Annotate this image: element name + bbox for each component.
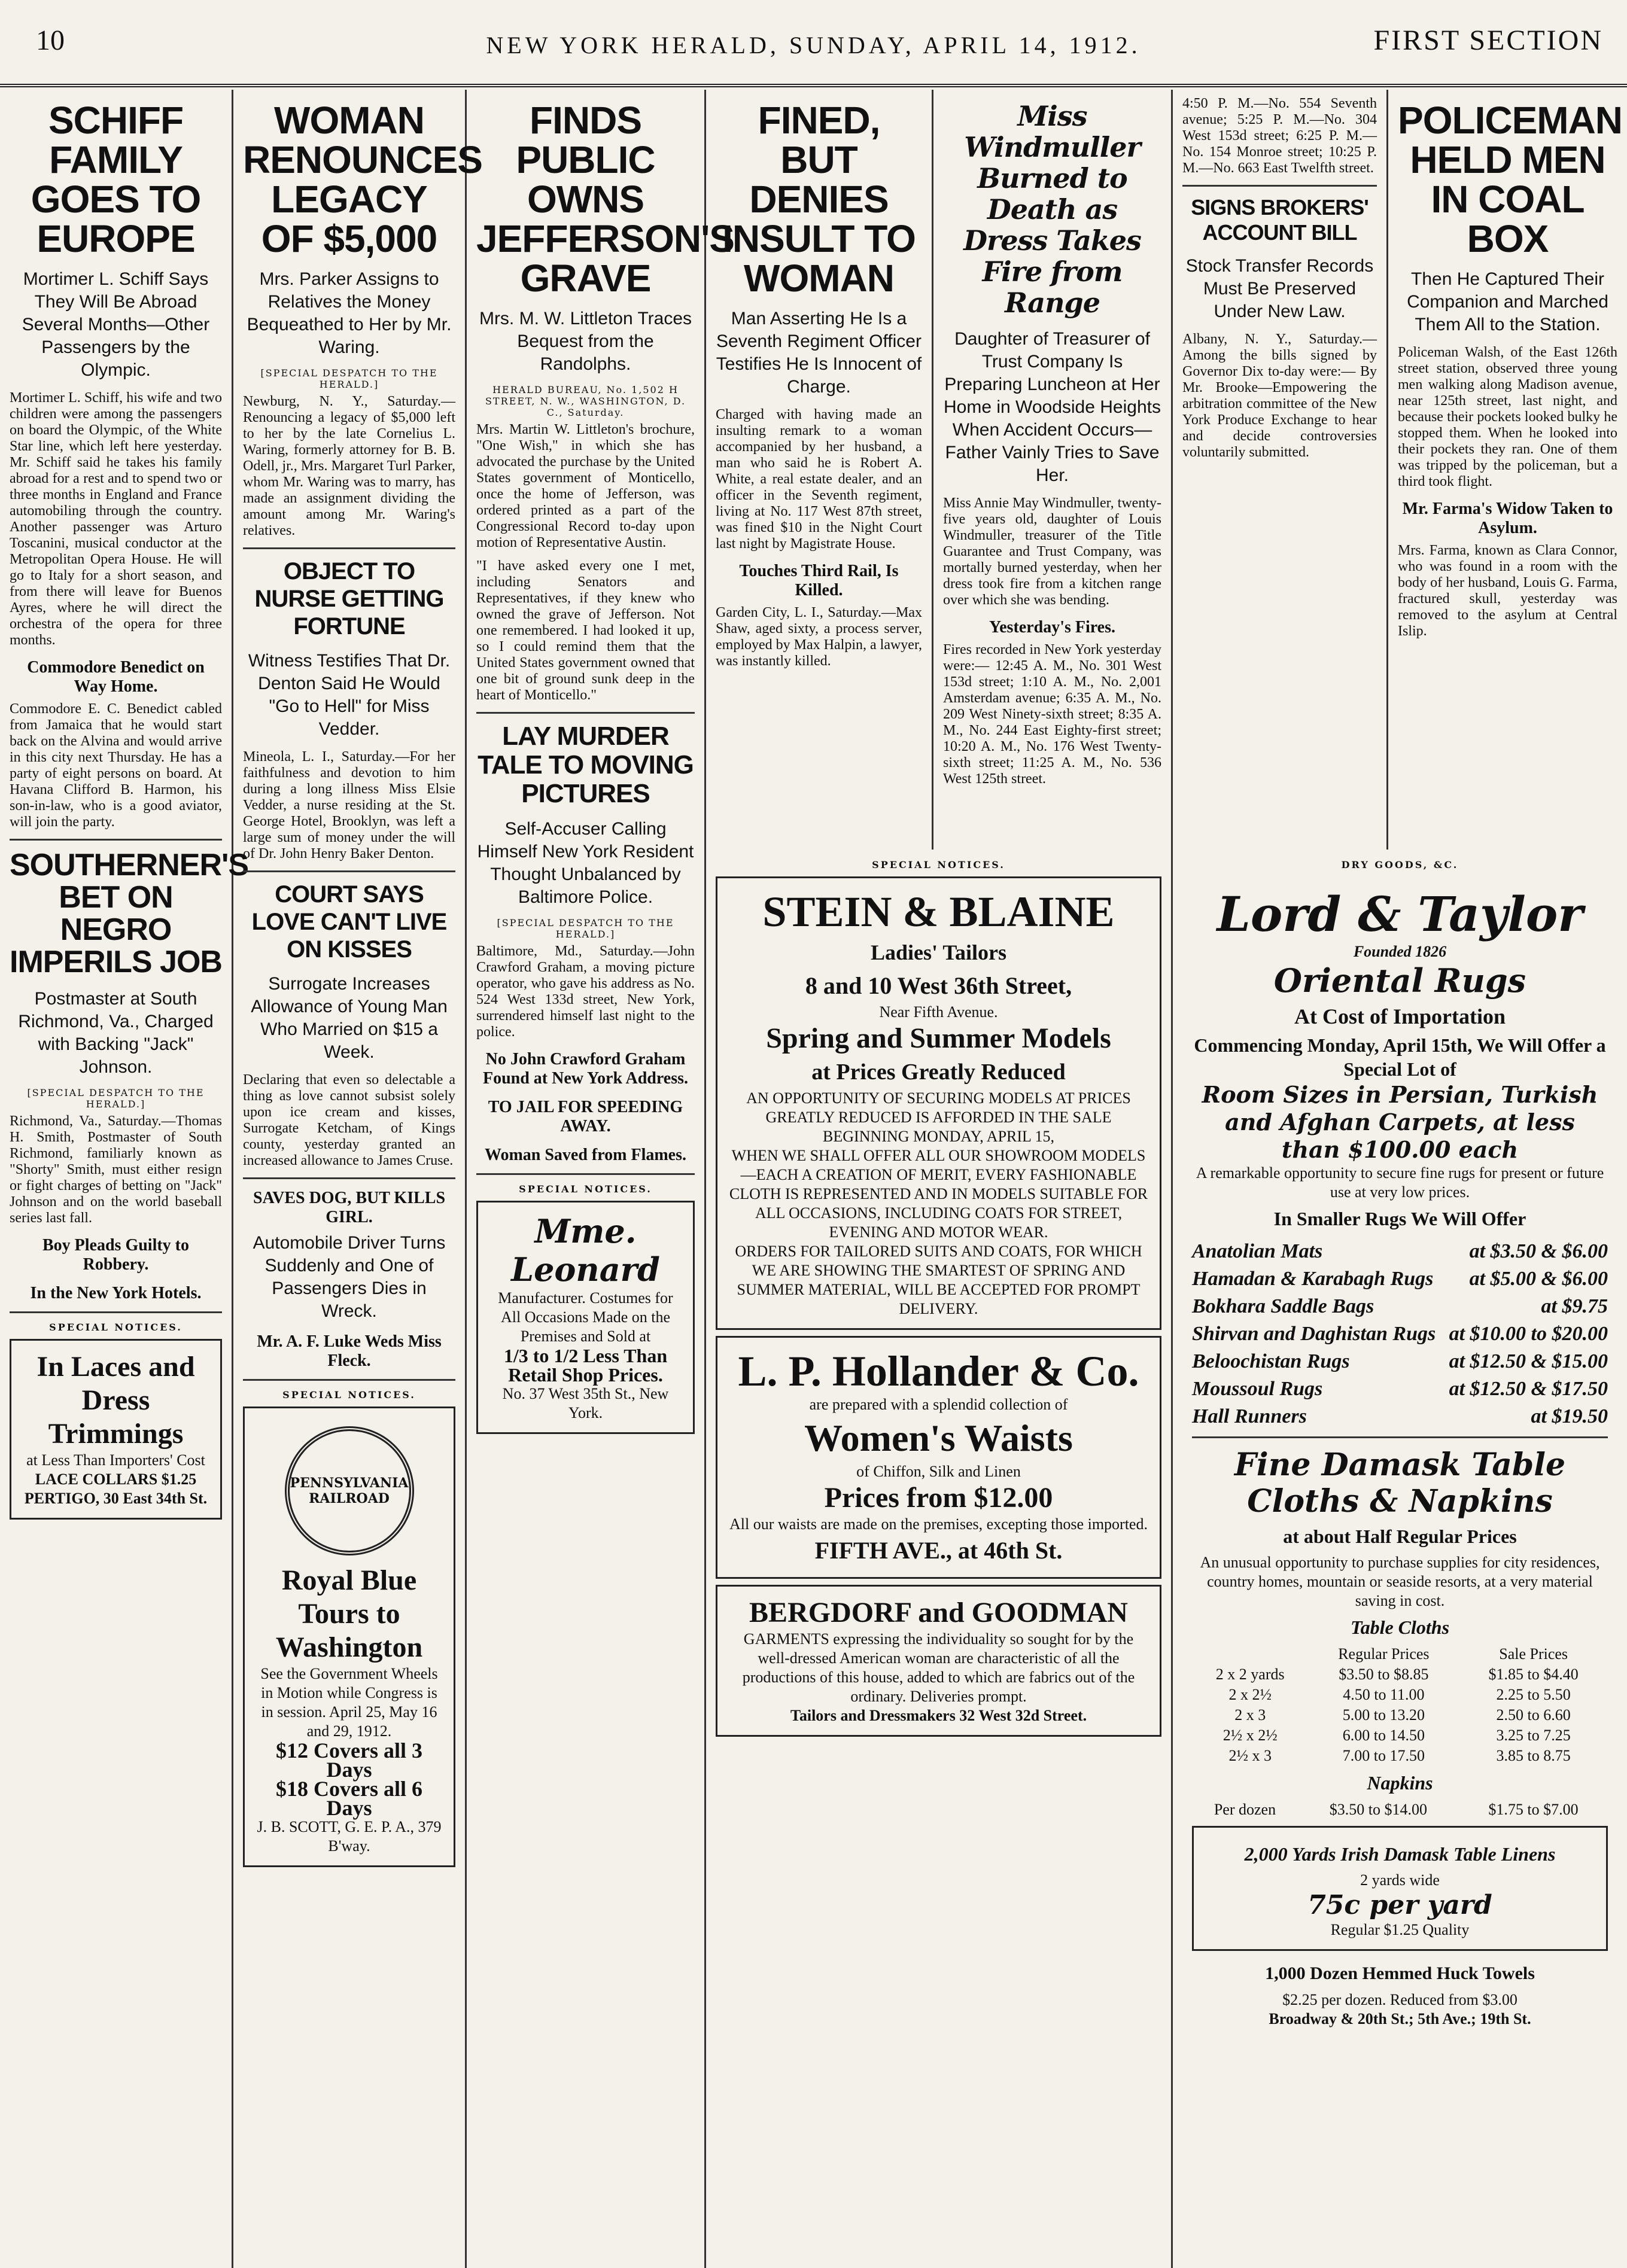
- article-body: Mineola, L. I., Saturday.—For her faithfulness and devotion to him during a long illness Miss Elsie Vedder, a nurse residing at the St. George Hotel, Brooklyn, was left a large sum of money under the will of Dr. John Henry Baker Denton.: [243, 749, 455, 861]
- headline-woman-renounces: WOMAN RENOUNCES LEGACY OF $5,000: [243, 99, 482, 260]
- hollander-title: L. P. Hollander & Co.: [738, 1347, 1139, 1395]
- hollander-ad: [716, 1336, 1161, 1579]
- napkins-table: [1192, 1800, 1608, 1820]
- stein-blaine-title: STEIN & BLAINE: [762, 888, 1115, 936]
- list-item: Shirvan and Daghistan Rugs at $10.00 to $20.00: [1192, 1323, 1608, 1345]
- stein-blaine-near: Near Fifth Avenue.: [879, 1003, 998, 1021]
- article-body: Fires recorded in New York yesterday were:— 12:45 A. M., No. 301 West 153d street; 1:10 A. M., No. 2,001 Amsterdam avenue; 6:35 A. M., No. 209 West Ninety-sixth street; 8:35 A. M., No. 244 East Eighty-first street; 10:20 A. M., No. 176 West Twenty-sixth street; 11:25 A. M., No. 536 West 125th street.: [943, 642, 1161, 787]
- stein-blaine-ad: [716, 876, 1161, 1330]
- minor-headline: Woman Saved from Flames.: [484, 1146, 687, 1164]
- subhead: Mrs. Parker Assigns to Relatives the Money Bequeathed to Her by Mr. Waring.: [247, 269, 452, 357]
- list-item: Moussoul Rugs at $12.50 & $17.50: [1192, 1378, 1608, 1400]
- mme-leonard-price: 1/3 to 1/2 Less Than Retail Shop Prices.: [503, 1345, 668, 1386]
- lord-taylor-ad: [1182, 876, 1617, 2038]
- table-header-row: Regular Prices Sale Prices: [1338, 1645, 1568, 1663]
- table-cloths-table: [1192, 1644, 1608, 1766]
- divider: [476, 712, 695, 714]
- article-body: Garden City, L. I., Saturday.—Max Shaw, aged sixty, a process server, employed by Max Halpin, a lawyer, was instantly killed.: [716, 605, 922, 669]
- dateline: [SPECIAL DESPATCH TO THE HERALD.]: [497, 917, 674, 940]
- column-3: [467, 90, 734, 2268]
- hollander-head: Women's Waists: [804, 1417, 1073, 1459]
- headline-saves-dog: SAVES DOG, BUT KILLS GIRL.: [253, 1189, 446, 1226]
- stein-blaine-sub: Ladies' Tailors: [870, 940, 1007, 964]
- divider: [10, 839, 222, 841]
- irish-damask-price: 75c per yard: [1307, 1890, 1492, 1920]
- subhead: Self-Accuser Calling Himself New York Resident Thought Unbalanced by Baltimore Police.: [477, 819, 694, 907]
- irish-damask-box: [1192, 1826, 1608, 1951]
- special-notices-label: SPECIAL NOTICES.: [49, 1322, 183, 1333]
- column-1: [0, 90, 249, 2268]
- minor-headline: Mr. A. F. Luke Weds Miss Fleck.: [257, 1332, 442, 1370]
- special-notices-label: SPECIAL NOTICES.: [872, 859, 1005, 870]
- article-body: "I have asked every one I met, including Senators and Representatives, if they knew who owned the grave of Jefferson. Not one remembered. I had looked it up, so I could remind them that the United States government owned that one bit of ground sunk deep in the heart of Monticello.": [476, 558, 695, 703]
- mme-leonard-title: Mme. Leonard: [511, 1212, 660, 1289]
- article-body: Mortimer L. Schiff, his wife and two children were among the passengers on board the Olympic, of the White Star line, which left here yesterday. Mr. Schiff said he takes his family abroad for a rest and to spend two or three months in England and France automobiling through the country. Another passenger was Arturo Toscanini, musical conductor at the Metropolitan Opera House. He will go to Italy for a short season, and from there will leave for Buenos Ayres, where he will direct the orchestra of the opera for three months.: [10, 390, 222, 648]
- minor-headline: Mr. Farma's Widow Taken to Asylum.: [1402, 500, 1613, 537]
- article-body: Miss Annie May Windmuller, twenty-five years old, daughter of Louis Windmuller, treasurer of the Title Guarantee and Trust Company, was mortally burned yesterday, when her dress took fire from a kitchen range over which she was bending.: [943, 495, 1161, 608]
- bergdorf-footer: Tailors and Dressmakers 32 West 32d Street.: [790, 1707, 1087, 1724]
- hollander-address: FIFTH AVE., at 46th St.: [814, 1537, 1063, 1564]
- dateline: [SPECIAL DESPATCH TO THE HERALD.]: [260, 367, 438, 390]
- lord-taylor-founded: Founded 1826: [1353, 943, 1447, 960]
- subhead: Daughter of Treasurer of Trust Company Is Preparing Luncheon at Her Home in Woodside Heights When Accident Occurs—Father Vainly Tries to Save Her.: [944, 329, 1161, 485]
- hollander-price: Prices from $12.00: [824, 1482, 1053, 1514]
- damask-sub: at about Half Regular Prices: [1283, 1526, 1517, 1547]
- minor-headline: Commodore Benedict on Way Home.: [27, 658, 205, 696]
- article-body: Commodore E. C. Benedict cabled from Jamaica that he would start back on the Alvina and would arrive in this city next Thursday. He has a party of eight persons on board. At Havana Clifford B. Harmon, his son-in-law, who is a good aviator, will join the party.: [10, 701, 222, 830]
- lord-taylor-footer: Broadway & 20th St.; 5th Ave.; 19th St.: [1269, 2010, 1531, 2027]
- table-row: 2 x 3 5.00 to 13.20 2.50 to 6.60: [1234, 1706, 1571, 1724]
- article-body: 4:50 P. M.—No. 554 Seventh avenue; 5:25 P. M.—No. 304 West 153d street; 6:25 P. M.—No. 154 Monroe street; 10:25 P. M.—No. 663 East Twelfth street.: [1182, 96, 1377, 176]
- article-body: Newburg, N. Y., Saturday.—Renouncing a legacy of $5,000 left to her by the late Cornelius L. Waring, formerly attorney for B. B. Odell, jr., Mrs. Margaret Turl Parker, whom Mr. Waring was to marry, has made an assignment dividing the amount among Mr. Waring's relatives.: [243, 394, 455, 538]
- article-body: Declaring that even so delectable a thing as love cannot subsist solely upon ice cream and kisses, Surrogate Ketcham, of Kings county, yesterday granted an increased allowance to James Cruse.: [243, 1072, 455, 1168]
- hollander-material: of Chiffon, Silk and Linen: [856, 1463, 1021, 1480]
- damask-note: An unusual opportunity to purchase supplies for city residences, country homes, mountain or seaside resorts, at a very material saving in cost.: [1200, 1554, 1600, 1609]
- article-body: Mrs. Farma, known as Clara Connor, who was found in a room with the body of her husband, Louis G. Farma, fractured skull, yesterday was removed to the asylum at Central Islip.: [1398, 543, 1617, 639]
- table-row: Per dozen $3.50 to $14.00 $1.75 to $7.00: [1214, 1801, 1579, 1818]
- column-7: [1388, 90, 1627, 850]
- headline-southerner: SOUTHERNER'S BET ON NEGRO IMPERILS JOB: [10, 848, 249, 979]
- ads-right: [1173, 850, 1627, 2268]
- stein-blaine-headline-2: at Prices Greatly Reduced: [811, 1060, 1066, 1085]
- lace-ad: [10, 1339, 222, 1520]
- table-row: 2 x 2½ 4.50 to 11.00 2.25 to 5.50: [1228, 1686, 1571, 1703]
- special-notices-label: SPECIAL NOTICES.: [282, 1389, 416, 1401]
- subhead: Surrogate Increases Allowance of Young Man Who Married on $15 a Week.: [251, 974, 448, 1062]
- headline-lay-murder-tale: LAY MURDER TALE TO MOVING PICTURES: [478, 722, 694, 808]
- stein-blaine-body-2: WHEN WE SHALL OFFER ALL OUR SHOWROOM MODELS—EACH A CREATION OF MERIT, EVERY FASHIONABLE CLOTH IS REPRESENTED AND IN MODELS SUITABLE FOR ALL OCCASIONS, INCLUDING COATS FOR STREET, EVENING AND MOTOR WEAR.: [729, 1147, 1148, 1241]
- mme-leonard-footer: No. 37 West 35th St., New York.: [502, 1385, 669, 1421]
- list-item: Hall Runners at $19.50: [1192, 1405, 1608, 1427]
- list-item: Beloochistan Rugs at $12.50 & $15.00: [1192, 1350, 1608, 1372]
- headline-object-to-nurse: OBJECT TO NURSE GETTING FORTUNE: [254, 558, 444, 640]
- lace-ad-footer: LACE COLLARS $1.25 PERTIGO, 30 East 34th St.: [24, 1471, 208, 1507]
- royal-blue-body: See the Government Wheels in Motion while Congress is in session. April 25, May 16 and 29, 1912.: [260, 1665, 438, 1740]
- column-5: [933, 90, 1173, 850]
- headline-policeman: POLICEMAN HELD MEN IN COAL BOX: [1398, 99, 1622, 260]
- list-item: Bokhara Saddle Bags at $9.75: [1192, 1295, 1608, 1317]
- article-body: Policeman Walsh, of the East 126th street station, observed three young men walking along Madison avenue, near 125th street, last night, and because their pockets looked bulky he stopped them. When he looked into their pockets they ran. One of them was tripped by the policeman, but a third took flight.: [1398, 345, 1617, 489]
- royal-blue-price-2: $18 Covers all 6 Days: [276, 1777, 422, 1820]
- lord-taylor-head: Oriental Rugs: [1273, 961, 1526, 1000]
- damask-head: Fine Damask Table Cloths & Napkins: [1234, 1447, 1566, 1520]
- subhead: Witness Testifies That Dr. Denton Said He Would "Go to Hell" for Miss Vedder.: [248, 651, 451, 739]
- lace-ad-title: In Laces and Dress Trimmings: [37, 1351, 195, 1450]
- huck-towels-price: $2.25 per dozen. Reduced from $3.00: [1282, 1991, 1517, 2008]
- subhead: Then He Captured Their Companion and Marched Them All to the Station.: [1407, 269, 1608, 334]
- subhead: Automobile Driver Turns Suddenly and One of Passengers Dies in Wreck.: [253, 1233, 446, 1321]
- rug-list: [1192, 1240, 1608, 1428]
- section-label: FIRST SECTION: [1373, 25, 1603, 56]
- royal-blue-title: Royal Blue Tours to Washington: [275, 1564, 423, 1663]
- subhead-southerner: Postmaster at South Richmond, Va., Charged with Backing "Jack" Johnson.: [18, 989, 214, 1077]
- stein-blaine-headline: Spring and Summer Models: [766, 1022, 1111, 1054]
- divider: [1192, 1436, 1608, 1438]
- irish-damask-width: 2 yards wide: [1360, 1871, 1440, 1889]
- list-item: Anatolian Mats at $3.50 & $6.00: [1192, 1240, 1608, 1262]
- lord-taylor-smaller: In Smaller Rugs We Will Offer: [1273, 1208, 1526, 1229]
- headline-schiff: SCHIFF FAMILY GOES TO EUROPE: [31, 99, 201, 260]
- lord-taylor-note: A remarkable opportunity to secure fine rugs for present or future use at very low prices.: [1196, 1164, 1604, 1201]
- minor-headline: Boy Pleads Guilty to Robbery.: [42, 1236, 189, 1274]
- page-number: 10: [36, 25, 65, 56]
- stein-blaine-body-3: ORDERS FOR TAILORED SUITS AND COATS, FOR WHICH WE ARE SHOWING THE SMARTEST OF SPRING AND SUMMER MATERIAL, WILL BE ACCEPTED FOR PROMPT DELIVERY.: [735, 1243, 1142, 1317]
- column-6: [1173, 90, 1388, 850]
- headline-jefferson-grave: FINDS PUBLIC OWNS JEFFERSON'S GRAVE: [476, 99, 734, 300]
- special-notices-label: SPECIAL NOTICES.: [519, 1183, 652, 1195]
- mme-leonard-sub: Manufacturer. Costumes for All Occasions Made on the Premises and Sold at: [498, 1289, 673, 1345]
- lord-taylor-title: Lord & Taylor: [1217, 886, 1583, 942]
- newspaper-dateline: NEW YORK HERALD, SUNDAY, APRIL 14, 1912.: [486, 32, 1141, 59]
- lord-taylor-sub: At Cost of Importation: [1294, 1004, 1506, 1028]
- dry-goods-label: DRY GOODS, &C.: [1341, 859, 1459, 870]
- divider: [1182, 185, 1377, 187]
- bergdorf-body: GARMENTS expressing the individuality so sought for by the well-dressed American woman are characteristic of all the productions of this house, added to which are fabrics out of the ordinary. Deliveries prompt.: [742, 1630, 1135, 1705]
- bergdorf-ad: [716, 1585, 1161, 1737]
- irish-damask-head: 2,000 Yards Irish Damask Table Linens: [1244, 1843, 1556, 1865]
- article-body: Albany, N. Y., Saturday.—Among the bills signed by Governor Dix to-day were:— By Mr. Brooke—Empowering the arbitration committee of the New York Produce Exchange to hear and decide controversies voluntarily submitted.: [1182, 331, 1377, 460]
- royal-blue-ad: [243, 1407, 455, 1867]
- table-row: 2½ x 2½ 6.00 to 14.50 3.25 to 7.25: [1222, 1727, 1571, 1744]
- article-body: Richmond, Va., Saturday.—Thomas H. Smith, Postmaster of South Richmond, familiarly known as "Shorty" Smith, must either resign or fight charges of betting on "Jack" Johnson and on the world baseball series last fall.: [10, 1113, 222, 1226]
- headline-court-says-love: COURT SAYS LOVE CAN'T LIVE ON KISSES: [251, 881, 447, 963]
- royal-blue-footer: J. B. SCOTT, G. E. P. A., 379 B'way.: [257, 1818, 442, 1855]
- minor-headline: TO JAIL FOR SPEEDING AWAY.: [488, 1098, 683, 1135]
- minor-headline: No John Crawford Graham Found at New York Address.: [482, 1050, 689, 1088]
- dateline: HERALD BUREAU, No. 1,502 H STREET, N. W., WASHINGTON, D. C., Saturday.: [485, 384, 686, 418]
- list-item: Hamadan & Karabagh Rugs at $5.00 & $6.00: [1192, 1268, 1608, 1290]
- minor-headline: Touches Third Rail, Is Killed.: [739, 562, 899, 599]
- lord-taylor-commencing: Commencing Monday, April 15th, We Will Offer a Special Lot of: [1194, 1034, 1606, 1080]
- subhead: Mrs. M. W. Littleton Traces Bequest from the Randolphs.: [479, 309, 692, 374]
- bergdorf-title: BERGDORF and GOODMAN: [749, 1597, 1128, 1628]
- article-body: Baltimore, Md., Saturday.—John Crawford Graham, a moving picture operator, who gave his address as No. 524 West 133d street, New York, surrendered himself last night to the police.: [476, 943, 695, 1040]
- masthead: [0, 0, 1627, 87]
- minor-headline: Yesterday's Fires.: [989, 618, 1115, 637]
- table-cloths-label: Table Cloths: [1350, 1616, 1450, 1638]
- napkins-label: Napkins: [1367, 1772, 1433, 1794]
- column-4: [706, 90, 933, 850]
- royal-blue-price: $12 Covers all 3 Days: [276, 1739, 422, 1782]
- divider: [243, 870, 455, 872]
- irish-damask-regular: Regular $1.25 Quality: [1330, 1921, 1470, 1938]
- subhead: Man Asserting He Is a Seventh Regiment Officer Testifies He Is Innocent of Charge.: [716, 309, 922, 397]
- headline-windmuller: Miss Windmuller Burned to Death as Dress Takes Fire from Range: [963, 100, 1141, 319]
- article-body: Charged with having made an insulting remark to a woman accompanied by her husband, a man who said he is Robert A. White, a real estate dealer, and an officer in the Seventh regiment, living at No. 117 West 87th street, was fined $10 in the Night Court last night by Magistrate House.: [716, 407, 922, 552]
- divider: [10, 1311, 222, 1313]
- subhead-schiff: Mortimer L. Schiff Says They Will Be Abroad Several Months—Other Passengers by the Olympic.: [22, 269, 210, 380]
- column-2: [233, 90, 482, 2268]
- stein-blaine-address: 8 and 10 West 36th Street,: [805, 972, 1072, 999]
- divider: [243, 547, 455, 549]
- hollander-note: All our waists are made on the premises, excepting those imported.: [729, 1515, 1148, 1533]
- divider: [476, 1173, 695, 1175]
- hollander-sub: are prepared with a splendid collection of: [809, 1396, 1068, 1413]
- subhead: Stock Transfer Records Must Be Preserved Under New Law.: [1185, 256, 1374, 321]
- mme-leonard-ad: [476, 1201, 695, 1434]
- railroad-logo: PENNSYLVANIA RAILROAD: [285, 1426, 414, 1555]
- lace-ad-sub: at Less Than Importers' Cost: [26, 1451, 205, 1469]
- divider: [243, 1379, 455, 1381]
- dateline: [SPECIAL DESPATCH TO THE HERALD.]: [27, 1087, 205, 1110]
- minor-headline: In the New York Hotels.: [30, 1284, 202, 1302]
- stein-blaine-body: AN OPPORTUNITY OF SECURING MODELS AT PRICES GREATLY REDUCED IS AFFORDED IN THE SALE BEGINNING MONDAY, APRIL 15,: [746, 1089, 1131, 1145]
- table-row: 2½ x 3 7.00 to 17.50 3.85 to 8.75: [1228, 1747, 1571, 1764]
- lord-taylor-room-sizes: Room Sizes in Persian, Turkish and Afghan Carpets, at less than $100.00 each: [1202, 1081, 1598, 1163]
- headline-brokers-bill: SIGNS BROKERS' ACCOUNT BILL: [1191, 195, 1368, 245]
- divider: [243, 1177, 455, 1179]
- table-row: 2 x 2 yards $3.50 to $8.85 $1.85 to $4.40: [1215, 1666, 1579, 1683]
- article-body: Mrs. Martin W. Littleton's brochure, "One Wish," in which she has advocated the purchase by the United States government of Monticello, once the home of Jefferson, was ordered printed as a part of the Congressional Record to-day upon motion of Representative Austin.: [476, 422, 695, 550]
- ads-middle: [706, 850, 1173, 2268]
- headline-fined-insult: FINED, BUT DENIES INSULT TO WOMAN: [722, 99, 916, 300]
- huck-towels: 1,000 Dozen Hemmed Huck Towels: [1265, 1963, 1535, 1983]
